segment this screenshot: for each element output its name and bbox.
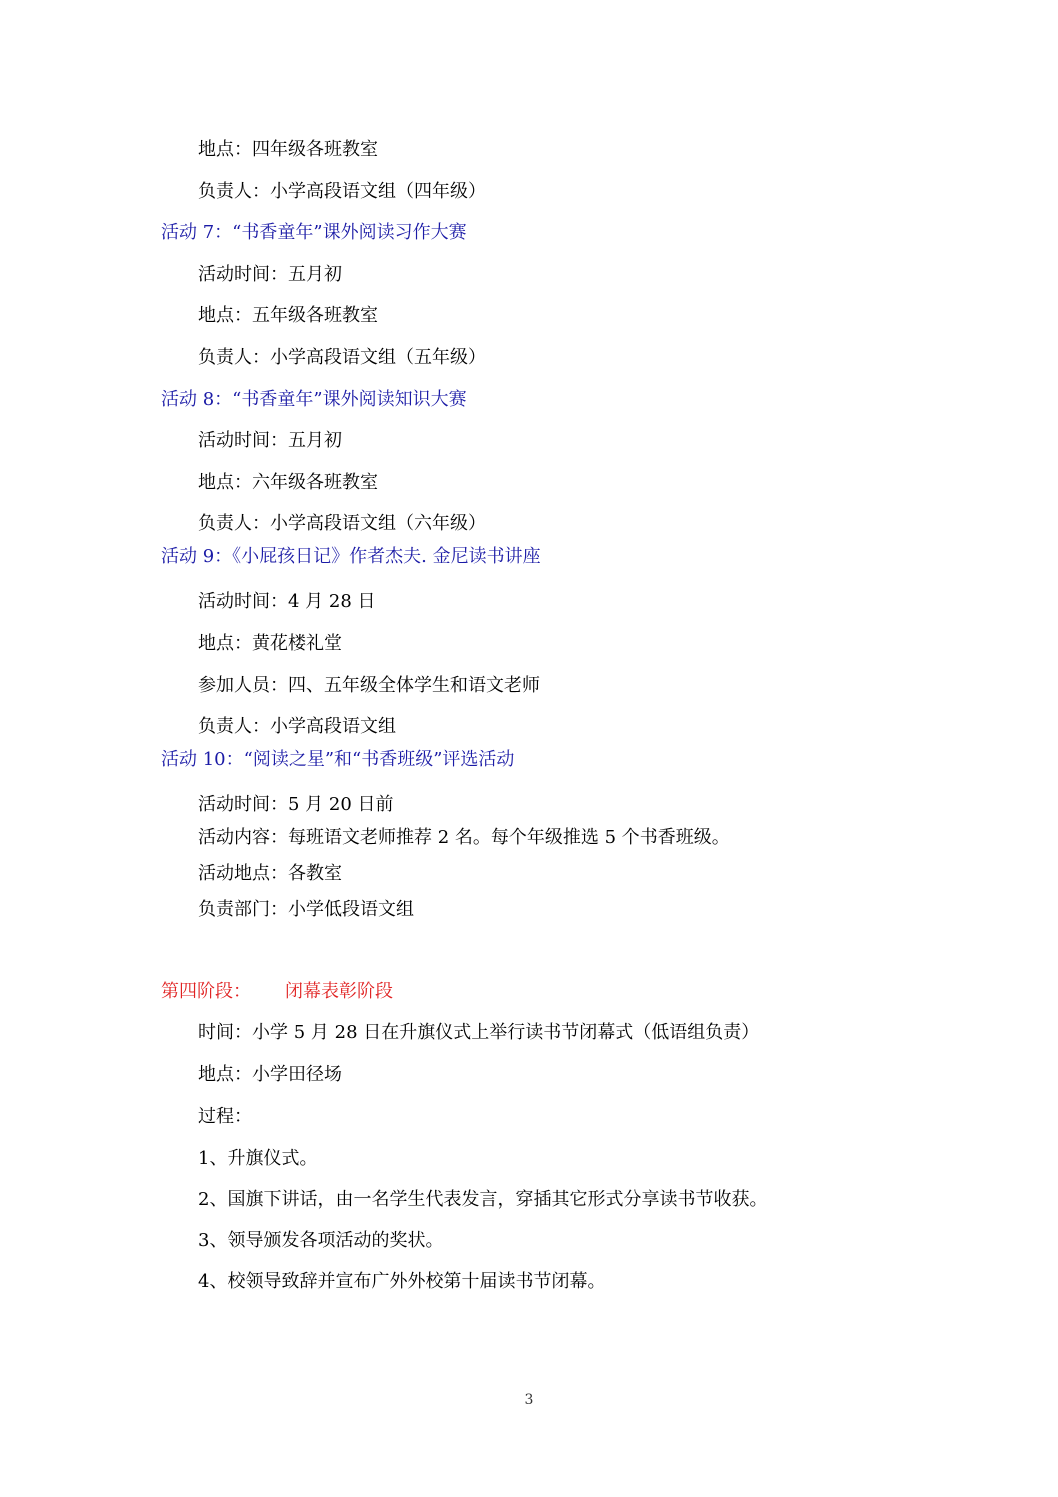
location-line: 地点：四年级各班教室 bbox=[198, 139, 378, 160]
location-line: 地点：六年级各班教室 bbox=[198, 472, 378, 493]
activity-time-line: 活动时间：五月初 bbox=[198, 264, 342, 285]
process-step-3: 3、领导颁发各项活动的奖状。 bbox=[198, 1230, 444, 1251]
process-step-1: 1、升旗仪式。 bbox=[198, 1148, 318, 1169]
activity-8-heading: 活动 8：“书香童年”课外阅读知识大赛 bbox=[161, 389, 467, 410]
location-line: 地点：五年级各班教室 bbox=[198, 305, 378, 326]
activity-time-line: 活动时间：5 月 20 日前 bbox=[198, 794, 394, 815]
page-number: 3 bbox=[524, 1392, 534, 1408]
activity-time-line: 活动时间：五月初 bbox=[198, 430, 342, 451]
process-step-2: 2、国旗下讲话，由一名学生代表发言，穿插其它形式分享读书节收获。 bbox=[198, 1189, 768, 1210]
participants-line: 参加人员：四、五年级全体学生和语文老师 bbox=[198, 675, 540, 696]
activity-content-line: 活动内容：每班语文老师推荐 2 名。每个年级推选 5 个书香班级。 bbox=[198, 827, 730, 848]
activity-10-heading: 活动 10：“阅读之星”和“书香班级”评选活动 bbox=[161, 749, 515, 770]
person-in-charge-line: 负责人：小学高段语文组（五年级） bbox=[198, 347, 486, 368]
person-in-charge-line: 负责人：小学高段语文组（六年级） bbox=[198, 513, 486, 534]
stage-4-title: 闭幕表彰阶段 bbox=[285, 981, 393, 1002]
responsible-department-line: 负责部门：小学低段语文组 bbox=[198, 899, 414, 920]
activity-time-line: 活动时间：4 月 28 日 bbox=[198, 591, 376, 612]
closing-time-line: 时间：小学 5 月 28 日在升旗仪式上举行读书节闭幕式（低语组负责） bbox=[198, 1022, 760, 1043]
activity-9-heading: 活动 9：《小屁孩日记》作者杰夫. 金尼读书讲座 bbox=[161, 546, 541, 567]
closing-location-line: 地点：小学田径场 bbox=[198, 1064, 342, 1085]
activity-location-line: 活动地点：各教室 bbox=[198, 863, 342, 884]
activity-7-heading: 活动 7：“书香童年”课外阅读习作大赛 bbox=[161, 222, 467, 243]
stage-4-label: 第四阶段： bbox=[161, 981, 251, 1002]
process-step-4: 4、校领导致辞并宣布广外外校第十届读书节闭幕。 bbox=[198, 1271, 606, 1292]
person-in-charge-line: 负责人：小学高段语文组（四年级） bbox=[198, 181, 486, 202]
process-label: 过程： bbox=[198, 1106, 252, 1127]
stage-4-heading bbox=[161, 980, 393, 1004]
person-in-charge-line: 负责人：小学高段语文组 bbox=[198, 716, 396, 737]
location-line: 地点：黄花楼礼堂 bbox=[198, 633, 342, 654]
